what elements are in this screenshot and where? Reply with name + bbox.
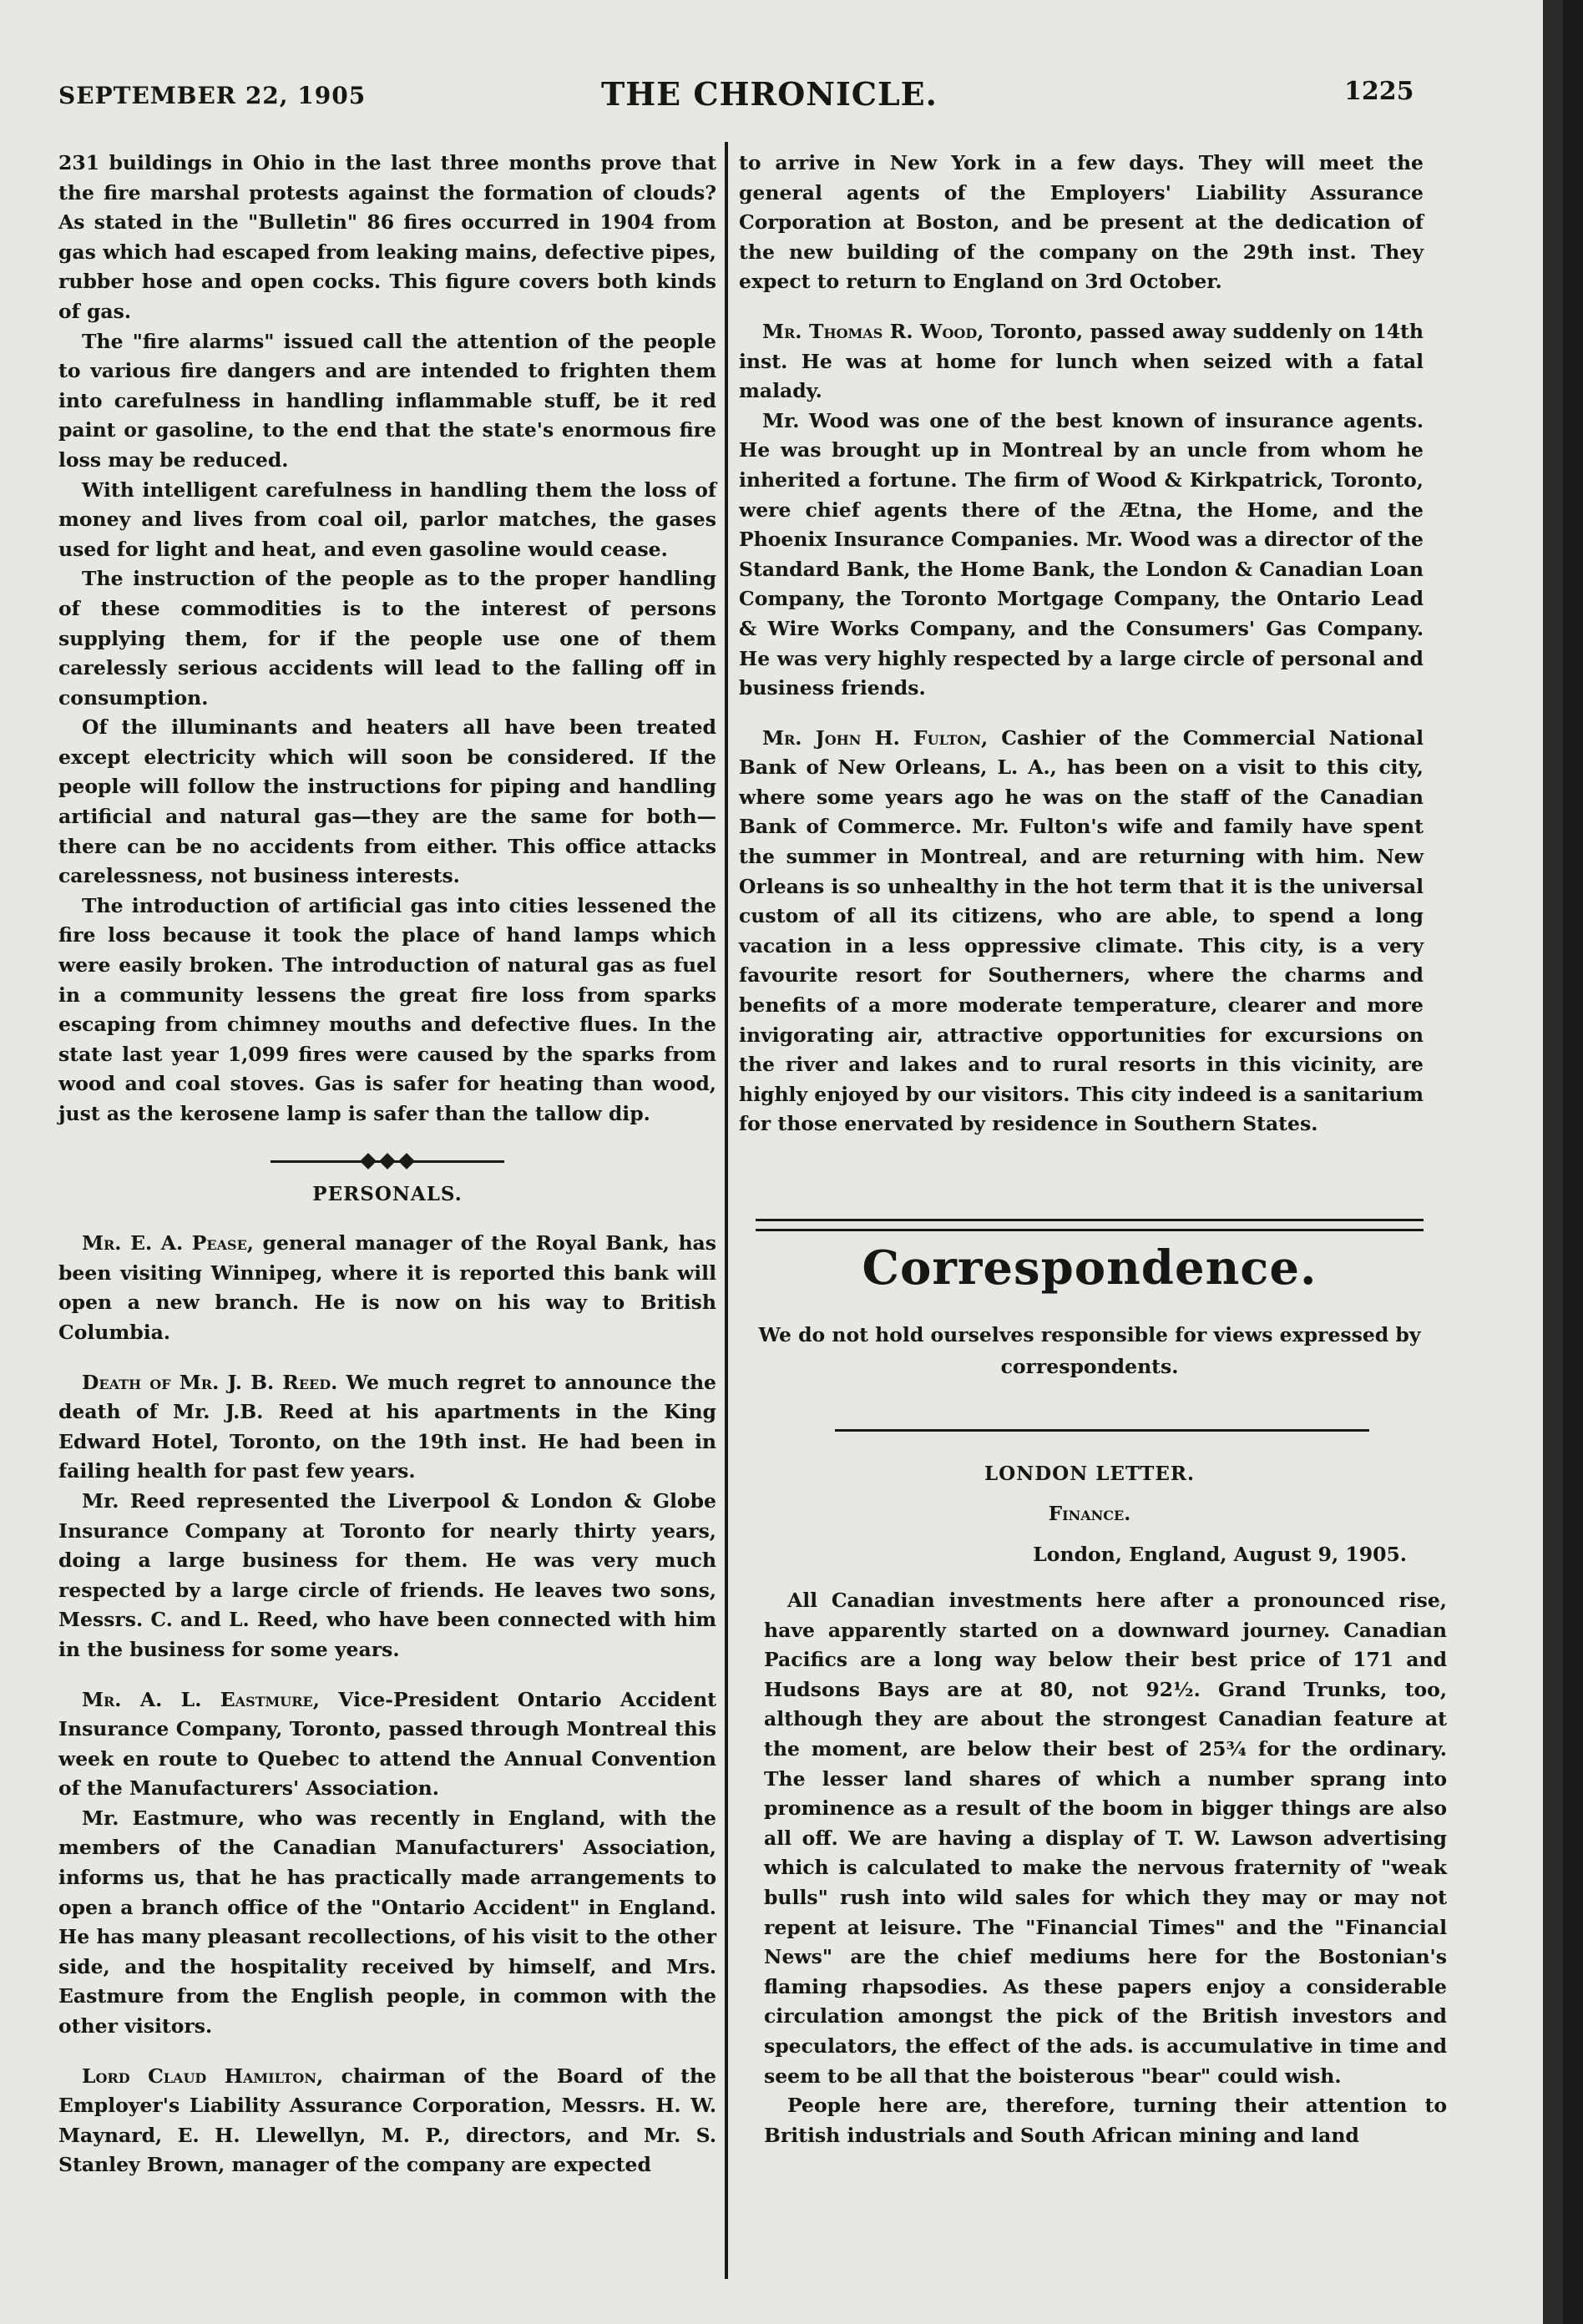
personal-text: Vice-President Ontario Accident Insurance Company, Toronto, passed through Montreal this week en route to Quebec to attend the Annual Convention of the Manufacturers' Association. — [58, 1687, 717, 1801]
page-header — [50, 65, 1414, 115]
section-double-rule — [756, 1219, 1424, 1231]
personal-item — [739, 407, 1424, 704]
personal-item — [58, 1685, 716, 1804]
london-letter-heading: LONDON LETTER. — [984, 1463, 1195, 1485]
article-paragraph: All Canadian investments here after a pronounced rise, have apparently started on a downward journey. Canadian Pacifics are a long way below their best price of 171 and Hudsons Bays are at 80, not 92½. Grand Trunks, too, although they are about the strongest Canadian feature at the moment, are below their best of 25¾ for the ordinary. The lesser land shares of which a number sprang into prominence as a result of the boom in bigger things are also all off. We are having a display of T. W. Lawson advertising which is calculated to make the nervous fraternity of "weak bulls" rush into wild sales for which they may or may not repent at leisure. The "Financial Times" and the "Financial News" are the chief mediums here for the Bostonian's flaming rhapsodies. As these papers enjoy a considerable circulation amongst the pick of the British investors and speculators, the effect of the ads. is accumulative in time and seem to be all that the boisterous "bear" could wish. — [764, 1589, 1447, 2088]
correspondence-heading: Correspondence. — [862, 1240, 1317, 1296]
finance-subheading: Finance. — [1048, 1503, 1131, 1525]
personal-text: Mr. Eastmure, who was recently in England, with the members of the Canadian Manufacturers' Association, informs us, that he has practically made arrangements to open a branch office of the "Ontario Accident" in England. He has many pleasant recollections, of his visit to the other side, and the hospitality received by himself, and Mrs. Eastmure from the English people, in common with the other visitors. — [58, 1806, 716, 2039]
header-date: SEPTEMBER 22, 1905 — [58, 82, 367, 109]
article-paragraph: The "fire alarms" issued call the attention of the people to various fire dangers and are intended to frighten them into carefulness in handling inflammable stuff, be it red paint or gasoline, to the end that the state's enormous fire loss may be reduced. — [58, 329, 716, 472]
column-divider — [725, 142, 728, 2279]
article-paragraph: Of the illuminants and heaters all have been treated except electricity which will soon be considered. If the people will follow the instructions for piping and handling artificial and natural gas—they are the same for both—there can be no accidents from either. This office attacks carelessness, not business interests. — [58, 715, 716, 888]
section-ornament — [271, 1153, 504, 1170]
personal-lead: Mr. Thomas R. Wood, — [762, 319, 984, 343]
personal-lead: Lord Claud Hamilton, — [82, 2064, 324, 2088]
personal-item — [739, 317, 1424, 407]
page-edge — [1543, 0, 1563, 2324]
correspondence-disclaimer: We do not hold ourselves responsible for views expressed by correspondents. — [758, 1323, 1421, 1378]
personal-text: chairman of the Board of the Employer's Liability Assurance Corporation, Messrs. H. W. Maynard, E. H. Llewellyn, M. P., directors, and Mr. S. Stanley Brown, manager of the company are expected — [58, 2064, 716, 2177]
personal-text: Toronto, passed away suddenly on 14th inst. He was at home for lunch when seized with a fatal malady. — [739, 319, 1424, 403]
header-title: THE CHRONICLE. — [601, 75, 938, 113]
personal-item — [58, 1487, 716, 1665]
personal-lead: Mr. A. L. Eastmure, — [82, 1687, 320, 1711]
article-paragraph: The instruction of the people as to the proper handling of these commodities is to the interest of persons supplying them, for if the people use one of them carelessly serious accidents will lead to the falling off in consumption. — [58, 567, 716, 710]
personal-item — [58, 1368, 716, 1487]
personal-lead: Death of Mr. J. B. Reed. — [82, 1370, 338, 1394]
personal-lead: Mr. E. A. Pease, — [82, 1231, 254, 1255]
left-column — [58, 149, 716, 2180]
personal-lead: Mr. John H. Fulton, — [762, 725, 989, 750]
personal-item — [739, 149, 1424, 297]
personal-text: We much regret to announce the death of Mr. J.B. Reed at his apartments in the King Edward Hotel, Toronto, on the 19th inst. He had been in failing health for past few years. — [58, 1370, 716, 1483]
article-paragraph: The introduction of artificial gas into cities lessened the fire loss because it took the place of hand lamps which were easily broken. The introduction of natural gas as fuel in a community lessens the great fire loss from sparks escaping from chimney mouths and defective flues. In the state last year 1,099 fires were caused by the sparks from wood and coal stoves. Gas is safer for heating than wood, just as the kerosene lamp is safer than the tallow dip. — [58, 893, 716, 1125]
article-paragraph: With intelligent carefulness in handling them the loss of money and lives from coal oil, parlor matches, the gases used for light and heat, and even gasoline would cease. — [58, 477, 716, 561]
personals-heading: PERSONALS. — [312, 1182, 463, 1205]
article-paragraph: 231 buildings in Ohio in the last three months prove that the fire marshal protests against the formation of clouds? As stated in the "Bulletin" 86 fires occurred in 1904 from gas which had escaped from leaking mains, defective pipes, rubber hose and open cocks. This figure covers both kinds of gas. — [58, 151, 716, 323]
personal-text: Mr. Wood was one of the best known of insurance agents. He was brought up in Montreal by an uncle from whom he inherited a fortune. The firm of Wood & Kirkpatrick, Toronto, were chief agents there of the Ætna, the Home, and the Phoenix Insurance Companies. Mr. Wood was a director of the Standard Bank, the Home Bank, the London & Canadian Loan Company, the Toronto Mortgage Company, the Ontario Lead & Wire Works Company, and the Consumers' Gas Company. He was very highly respected by a large circle of personal and business friends. — [739, 408, 1424, 700]
personal-item — [58, 1804, 716, 2042]
personal-text: Mr. Reed represented the Liverpool & London & Globe Insurance Company at Toronto for nearly thirty years, doing a large business for them. He was very much respected by a large circle of friends. He leaves two sons, Messrs. C. and L. Reed, who have been connected with him in the business for some years. — [58, 1488, 716, 1661]
personal-text: Cashier of the Commercial National Bank of New Orleans, L. A., has been on a visit to this city, where some years ago he was on the staff of the Canadian Bank of Commerce. Mr. Fulton's wife and family have spent the summer in Montreal, and are returning with him. New Orleans is so unhealthy in the hot term that it is the universal custom of all its citizens, who are able, to spend a long vacation in a less oppressive climate. This city, is a very favourite resort for Southerners, where the charms and benefits of a more moderate temperature, clearer and more invigorating air, attractive opportunities for excursions on the river and lakes and to rural resorts in this vicinity, are highly enjoyed by our visitors. This city indeed is a sanitarium for those enervated by residence in Southern States. — [739, 725, 1424, 1136]
personal-item — [58, 2062, 716, 2180]
london-letter-body — [764, 1586, 1447, 2150]
header-page-number: 1225 — [1344, 77, 1414, 106]
section-rule — [835, 1429, 1369, 1432]
right-column — [739, 149, 1424, 1139]
personal-text: general manager of the Royal Bank, has been visiting Winnipeg, where it is reported this bank will open a new branch. He is now on his way to British Columbia. — [58, 1231, 716, 1344]
personal-item — [58, 1229, 716, 1347]
article-paragraph: People here are, therefore, turning their attention to British industrials and South African mining and land — [764, 2094, 1447, 2147]
personal-item — [739, 724, 1424, 1139]
letter-dateline: London, England, August 9, 1905. — [1033, 1543, 1407, 1566]
personal-text: to arrive in New York in a few days. They will meet the general agents of the Employers' Liability Assurance Corporation at Boston, and be present at the dedication of the new building of the company on the 29th inst. They expect to return to England on 3rd October. — [739, 151, 1424, 294]
